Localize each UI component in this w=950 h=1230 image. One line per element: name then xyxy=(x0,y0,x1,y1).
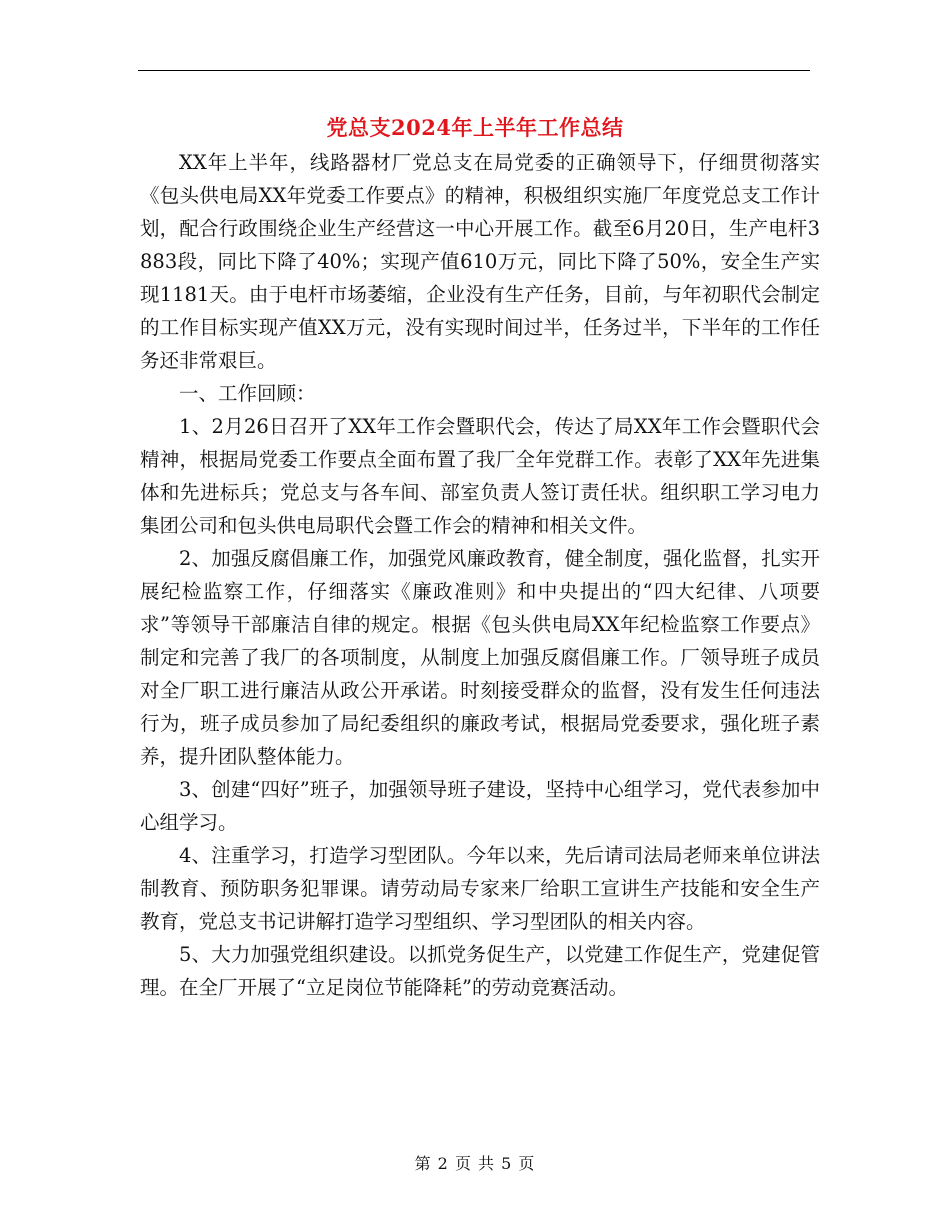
document-body xyxy=(140,146,820,1004)
paragraph-item-1: 1、2月26日召开了XX年工作会暨职代会，传达了局XX年工作会暨职代会精神，根据局党委工作要点全面布置了我厂全年党群工作。表彰了XX年先进集体和先进标兵；党总支与各车间、部室负责人签订责任状。组织职工学习电力集团公司和包头供电局职代会暨工作会的精神和相关文件。 xyxy=(140,415,820,537)
page-number: 第 2 页 共 5 页 xyxy=(414,1154,536,1173)
document-title: 党总支2024年上半年工作总结 xyxy=(326,115,624,140)
paragraph-item-3: 3、创建“四好”班子，加强领导班子建设，坚持中心组学习，党代表参加中心组学习。 xyxy=(140,778,820,834)
paragraph-item-2: 2、加强反腐倡廉工作，加强党风廉政教育，健全制度，强化监督，扎实开展纪检监察工作，仔细落实《廉政准则》和中央提出的“四大纪律、八项要求”等领导干部廉洁自律的规定。根据《包头供电局XX年纪检监察工作要点》制定和完善了我厂的各项制度，从制度上加强反腐倡廉工作。厂领导班子成员对全厂职工进行廉洁从政公开承诺。时刻接受群众的监督，没有发生任何违法行为，班子成员参加了局纪委组织的廉政考试，根据局党委要求，强化班子素养，提升团队整体能力。 xyxy=(140,547,820,768)
section-heading-review: 一、工作回顾： xyxy=(179,382,316,405)
paragraph-item-5: 5、大力加强党组织建设。以抓党务促生产，以党建工作促生产，党建促管理。在全厂开展了“立足岗位节能降耗”的劳动竞赛活动。 xyxy=(140,943,820,999)
paragraph-intro: XX年上半年，线路器材厂党总支在局党委的正确领导下，仔细贯彻落实《包头供电局XX年党委工作要点》的精神，积极组织实施厂年度党总支工作计划，配合行政围绕企业生产经营这一中心开展工作。截至6月20日，生产电杆3883段，同比下降了40%；实现产值610万元，同比下降了50%，安全生产实现1181天。由于电杆市场萎缩，企业没有生产任务，目前，与年初职代会制定的工作目标实现产值XX万元，没有实现时间过半，任务过半，下半年的工作任务还非常艰巨。 xyxy=(140,151,820,372)
paragraph-item-4: 4、注重学习，打造学习型团队。今年以来，先后请司法局老师来单位讲法制教育、预防职务犯罪课。请劳动局专家来厂给职工宣讲生产技能和安全生产教育，党总支书记讲解打造学习型组织、学习型团队的相关内容。 xyxy=(140,844,820,933)
header-rule xyxy=(138,70,810,71)
